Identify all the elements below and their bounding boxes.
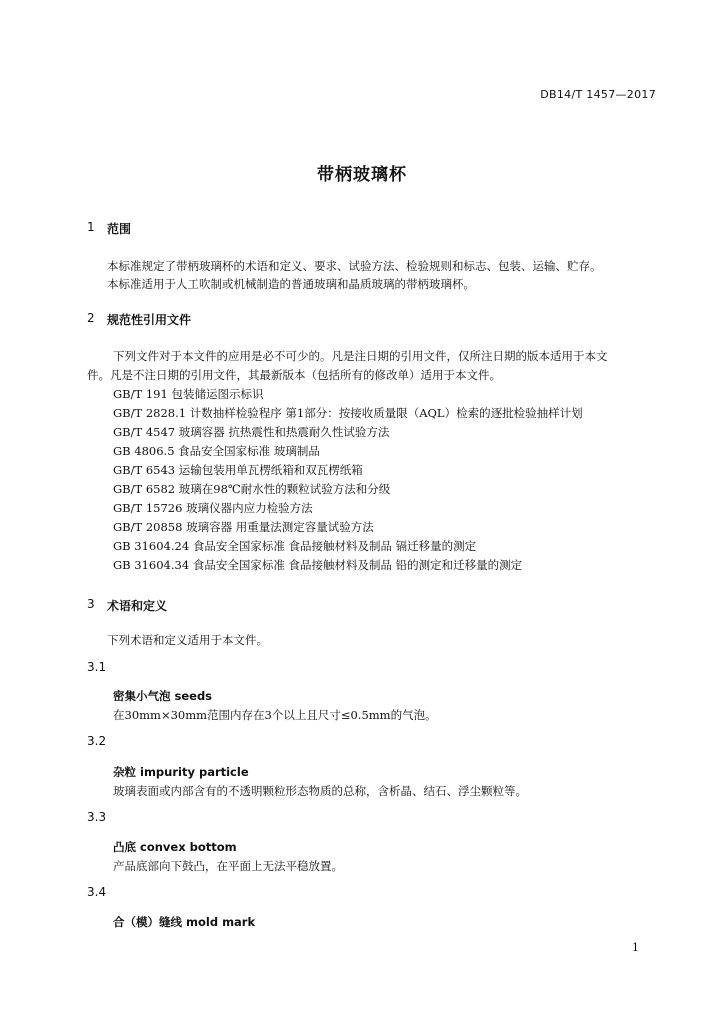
reference-item: GB/T 2828.1 计数抽样检验程序 第1部分：按接收质量限（AQL）检索的逐批检验抽样计划 xyxy=(113,406,583,420)
term-number: 3.1 xyxy=(87,660,107,674)
reference-item: GB/T 4547 玻璃容器 抗热震性和热震耐久性试验方法 xyxy=(113,425,390,439)
page-number: 1 xyxy=(632,941,639,954)
section-1-number: 1 xyxy=(87,220,95,234)
section-2-heading: 规范性引用文件 xyxy=(107,313,192,327)
section-2-number: 2 xyxy=(87,311,95,325)
reference-item: GB 31604.34 食品安全国家标准 食品接触材料及制品 铅的测定和迁移量的测定 xyxy=(113,558,523,572)
reference-item: GB 4806.5 食品安全国家标准 玻璃制品 xyxy=(113,444,320,458)
reference-item: GB/T 191 包装储运图示标识 xyxy=(113,387,264,401)
term-definition: 玻璃表面或内部含有的不透明颗粒形态物质的总称，含析晶、结石、浮尘颗粒等。 xyxy=(113,784,527,798)
term-number: 3.4 xyxy=(87,885,107,899)
term-definition: 在30mm×30mm范围内存在3个以上且尺寸≤0.5mm的气泡。 xyxy=(113,708,437,722)
term-number: 3.3 xyxy=(87,810,107,824)
section-1-paragraph-2: 本标准适用于人工吹制或机械制造的普通玻璃和晶质玻璃的带柄玻璃杯。 xyxy=(107,277,475,291)
term-definition: 产品底部向下鼓凸，在平面上无法平稳放置。 xyxy=(113,859,343,873)
term-title: 合（模）缝线 mold mark xyxy=(113,915,256,929)
section-2-intro-line-2: 件。凡是不注日期的引用文件，其最新版本（包括所有的修改单）适用于本文件。 xyxy=(87,368,501,382)
reference-item: GB/T 15726 玻璃仪器内应力检验方法 xyxy=(113,501,313,515)
term-title: 杂粒 impurity particle xyxy=(113,765,249,779)
section-2-intro-line-1: 下列文件对于本文件的应用是必不可少的。凡是注日期的引用文件，仅所注日期的版本适用于本文 xyxy=(113,349,608,363)
reference-item: GB 31604.24 食品安全国家标准 食品接触材料及制品 镉迁移量的测定 xyxy=(113,539,477,553)
reference-item: GB/T 20858 玻璃容器 用重量法测定容量试验方法 xyxy=(113,520,374,534)
section-3-heading: 术语和定义 xyxy=(107,599,168,613)
term-title: 密集小气泡 seeds xyxy=(113,689,213,703)
section-1-heading: 范围 xyxy=(107,222,132,236)
section-3-number: 3 xyxy=(87,597,95,611)
term-number: 3.2 xyxy=(87,734,107,748)
section-1-paragraph-1: 本标准规定了带柄玻璃杯的术语和定义、要求、试验方法、检验规则和标志、包装、运输、贮存。 xyxy=(107,259,602,273)
reference-item: GB/T 6543 运输包装用单瓦楞纸箱和双瓦楞纸箱 xyxy=(113,463,363,477)
section-3-intro: 下列术语和定义适用于本文件。 xyxy=(107,633,268,647)
reference-item: GB/T 6582 玻璃在98℃耐水性的颗粒试验方法和分级 xyxy=(113,482,391,496)
term-title: 凸底 convex bottom xyxy=(113,840,237,854)
page-title: 带柄玻璃杯 xyxy=(317,165,407,185)
document-code: DB14/T 1457—2017 xyxy=(540,88,656,101)
